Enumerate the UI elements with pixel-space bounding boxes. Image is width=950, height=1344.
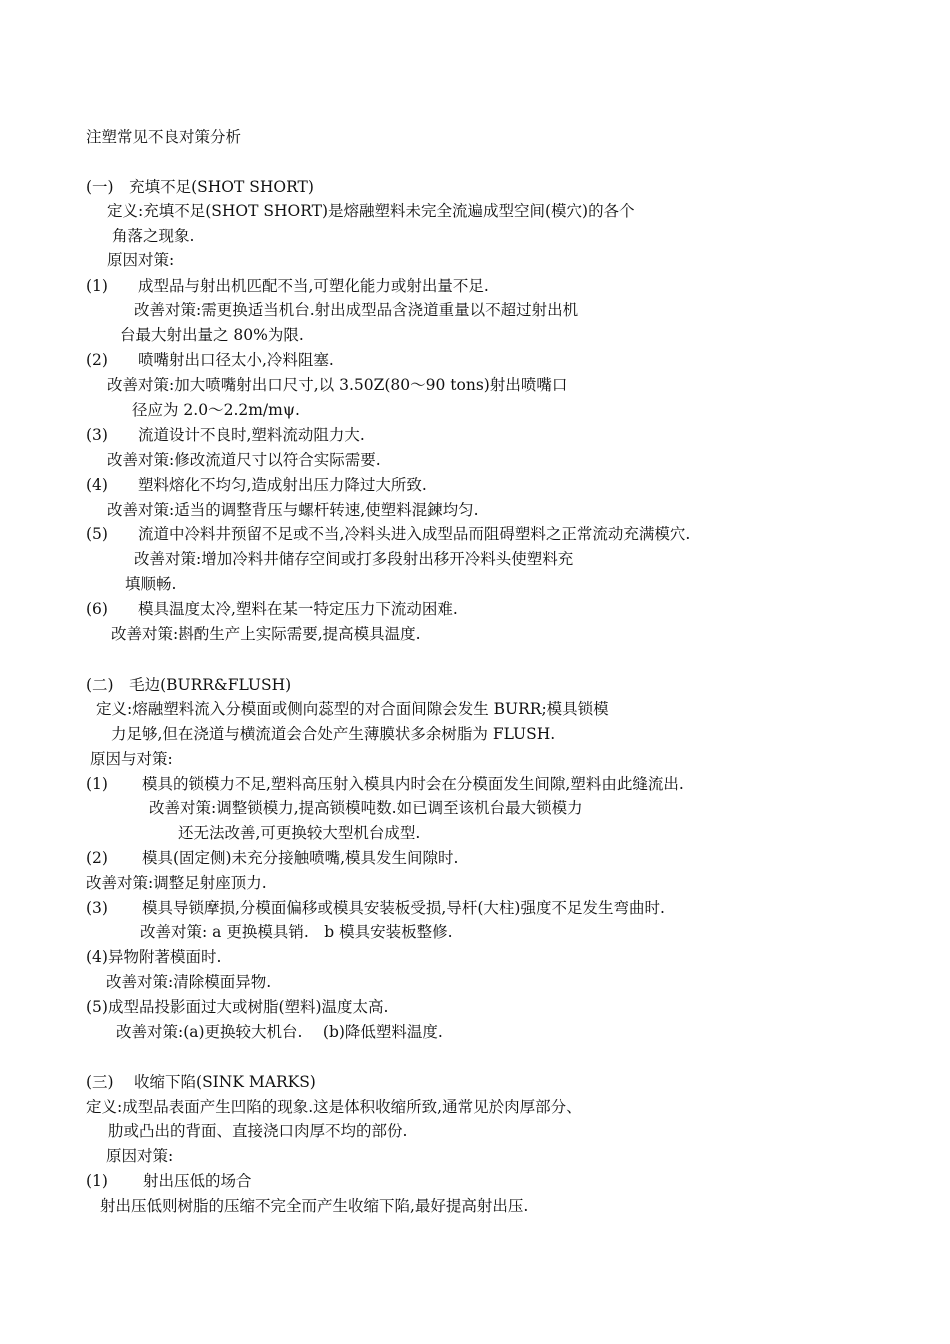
section-1-item-6-number: (6) (86, 600, 108, 618)
section-1-item-2-fix-line-1: 改善对策:加大喷嘴射出口尺寸,以 3.50Z(80～90 tons)射出喷嘴口 (107, 376, 568, 394)
section-2-item-1: 模具的锁模力不足,塑料高压射入模具内时会在分模面发生间隙,塑料由此缝流出. (142, 775, 684, 793)
section-3-definition-line-2: 肋或凸出的背面、直接浇口肉厚不均的部份. (108, 1122, 408, 1140)
section-2-item-2-number: (2) (86, 849, 108, 867)
section-1-item-2-fix-line-2: 径应为 2.0～2.2m/mψ. (132, 401, 300, 419)
section-2-item-5-fix: 改善对策:(a)更换较大机台. (b)降低塑料温度. (116, 1023, 443, 1041)
section-1-item-6: 模具温度太冷,塑料在某一特定压力下流动困难. (138, 600, 458, 618)
section-1-item-4-number: (4) (86, 476, 108, 494)
section-2-item-3: 模具导锁摩损,分模面偏移或模具安装板受损,导杆(大柱)强度不足发生弯曲时. (142, 899, 665, 917)
section-3-item-1: 射出压低的场合 (143, 1172, 252, 1190)
section-2-heading: (二) 毛边(BURR&FLUSH) (86, 676, 292, 694)
section-1-item-1-fix-line-1: 改善对策:需更换适当机台.射出成型品含浇道重量以不超过射出机 (134, 301, 579, 319)
section-2-definition-line-2: 力足够,但在浇道与横流道会合处产生薄膜状多余树脂为 FLUSH. (111, 725, 556, 743)
section-1-item-3-fix: 改善对策:修改流道尺寸以符合实际需要. (107, 451, 381, 469)
section-3-heading: (三) 收缩下陷(SINK MARKS) (86, 1073, 316, 1091)
section-1-item-1-number: (1) (86, 277, 108, 295)
section-2-item-3-fix: 改善对策: a 更换模具销. b 模具安装板整修. (140, 923, 453, 941)
section-1-heading: (一) 充填不足(SHOT SHORT) (86, 178, 314, 196)
section-3-causes-label: 原因对策: (106, 1147, 174, 1165)
document-title: 注塑常见不良对策分析 (86, 128, 242, 146)
section-2-item-4-fix: 改善对策:清除模面异物. (106, 973, 272, 991)
section-1-definition-line-1: 定义:充填不足(SHOT SHORT)是熔融塑料未完全流遍成型空间(模穴)的各个 (107, 202, 635, 220)
section-1-item-5-fix-line-2: 填顺畅. (125, 575, 177, 593)
section-1-item-3: 流道设计不良时,塑料流动阻力大. (138, 426, 365, 444)
section-1-item-3-number: (3) (86, 426, 108, 444)
section-3-definition-line-1: 定义:成型品表面产生凹陷的现象.这是体积收缩所致,通常见於肉厚部分、 (86, 1098, 582, 1116)
section-1-definition-line-2: 角落之现象. (112, 227, 195, 245)
section-2-item-4: (4)异物附著模面时. (86, 948, 222, 966)
section-1-item-5: 流道中冷料井预留不足或不当,冷料头进入成型品而阻碍塑料之正常流动充满模穴. (138, 525, 691, 543)
section-2-item-2-fix: 改善对策:调整足射座顶力. (86, 874, 267, 892)
section-3-item-1-number: (1) (86, 1172, 108, 1190)
section-2-definition-line-1: 定义:熔融塑料流入分模面或侧向蕊型的对合面间隙会发生 BURR;模具锁模 (96, 700, 609, 718)
section-2-causes-label: 原因与对策: (90, 750, 173, 768)
section-1-item-4: 塑料熔化不均匀,造成射出压力降过大所致. (138, 476, 427, 494)
section-1-item-6-fix: 改善对策:斟酌生产上实际需要,提高模具温度. (111, 625, 421, 643)
section-2-item-1-fix-line-1: 改善对策:调整锁模力,提高锁模吨数.如已调至该机台最大锁模力 (149, 799, 583, 817)
section-1-item-1: 成型品与射出机匹配不当,可塑化能力或射出量不足. (138, 277, 489, 295)
section-1-causes-label: 原因对策: (107, 251, 175, 269)
section-1-item-5-number: (5) (86, 525, 108, 543)
section-1-item-1-fix-line-2: 台最大射出量之 80%为限. (120, 326, 304, 344)
section-2-item-5: (5)成型品投影面过大或树脂(塑料)温度太高. (86, 998, 389, 1016)
section-1-item-2-number: (2) (86, 351, 108, 369)
section-1-item-4-fix: 改善对策:适当的调整背压与螺杆转速,使塑料混鍊均匀. (107, 501, 479, 519)
section-1-item-5-fix-line-1: 改善对策:增加冷料井储存空间或打多段射出移开冷料头使塑料充 (134, 550, 574, 568)
section-1-item-2: 喷嘴射出口径太小,冷料阻塞. (138, 351, 334, 369)
section-2-item-2: 模具(固定侧)未充分接触喷嘴,模具发生间隙时. (142, 849, 459, 867)
section-2-item-1-fix-line-2: 还无法改善,可更换较大型机台成型. (178, 824, 421, 842)
section-2-item-3-number: (3) (86, 899, 108, 917)
section-2-item-1-number: (1) (86, 775, 108, 793)
section-3-item-1-fix: 射出压低则树脂的压缩不完全而产生收缩下陷,最好提高射出压. (100, 1197, 529, 1215)
